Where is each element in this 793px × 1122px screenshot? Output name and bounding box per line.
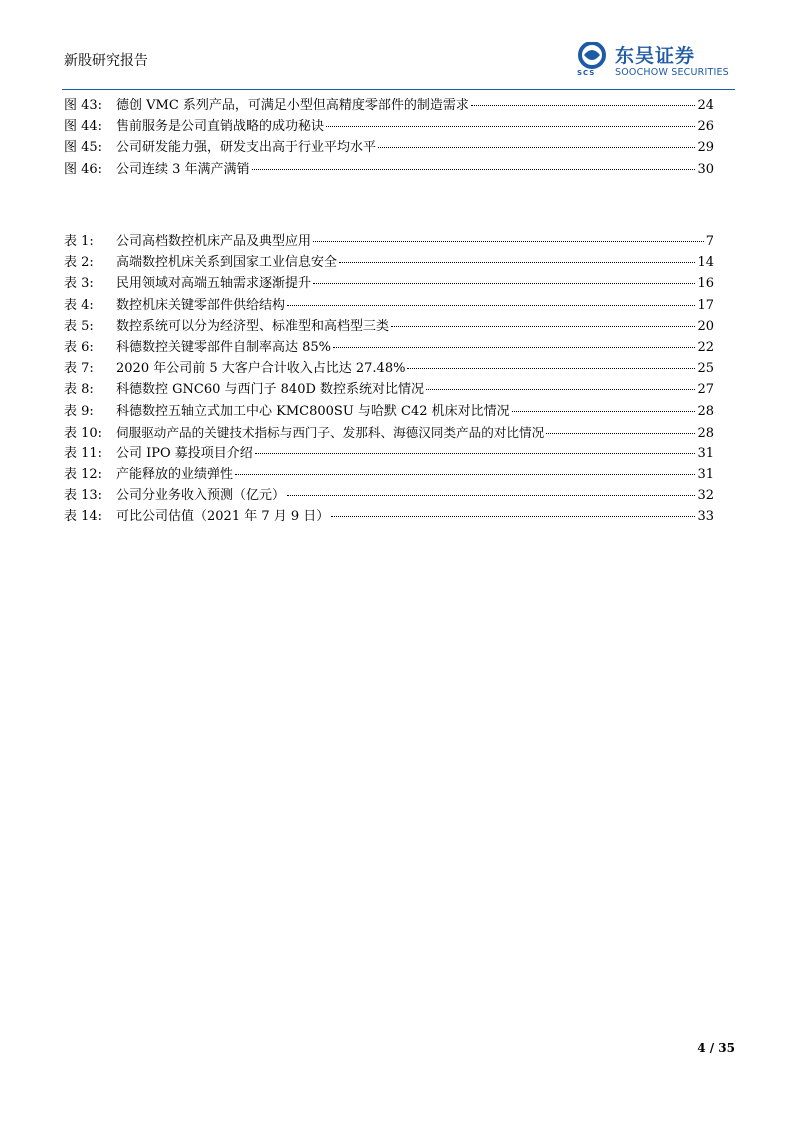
page-number: 4 / 35	[697, 1041, 735, 1055]
toc-entry-table-10[interactable]	[64, 422, 714, 443]
toc-entry-page: 28	[697, 425, 714, 441]
toc-entry-table-4[interactable]	[64, 295, 714, 316]
logo-abbreviation: SCS	[577, 69, 596, 77]
logo-english-name: SOOCHOW SECURITIES	[615, 67, 729, 78]
toc-entry-page: 7	[705, 234, 714, 249]
toc-entry-label: 表 14:	[64, 509, 103, 525]
toc-entry-table-7[interactable]	[64, 358, 714, 379]
toc-entry-label: 表 4:	[64, 297, 94, 313]
toc-entry-label: 表 8:	[64, 382, 94, 398]
dot-leader	[391, 326, 695, 327]
toc-entry-title: 科德数控 GNC60 与西门子 840D 数控系统对比情况	[116, 382, 425, 398]
dot-leader	[313, 241, 704, 242]
dot-leader	[252, 169, 696, 170]
toc-entry-page: 26	[697, 119, 714, 135]
toc-entry-label: 表 3:	[64, 276, 94, 292]
dot-leader	[378, 147, 695, 148]
toc-entry-table-8[interactable]	[64, 379, 714, 400]
dot-leader	[287, 495, 695, 496]
toc-entry-table-13[interactable]	[64, 485, 714, 506]
toc-entry-title: 数控机床关键零部件供给结构	[116, 297, 286, 313]
toc-entry-label: 表 12:	[64, 467, 103, 483]
figure-list	[64, 95, 714, 180]
toc-entry-label: 图 44:	[64, 119, 103, 135]
toc-entry-label: 图 43:	[64, 98, 103, 113]
dot-leader	[255, 453, 696, 454]
dot-leader	[471, 105, 696, 106]
toc-entry-page: 24	[697, 98, 714, 113]
dot-leader	[546, 433, 695, 434]
toc-entry-page: 25	[697, 361, 714, 377]
toc-entry-title: 数控系统可以分为经济型、标准型和高档型三类	[116, 318, 390, 334]
toc-entry-page: 17	[697, 297, 714, 313]
toc-entry-title: 公司研发能力强，研发支出高于行业平均水平	[116, 140, 377, 156]
toc-entry-title: 民用领域对高端五轴需求逐渐提升	[116, 276, 312, 292]
toc-entry-page: 14	[697, 255, 714, 271]
toc-entry-page: 20	[697, 318, 714, 334]
dot-leader	[512, 411, 696, 412]
dot-leader	[326, 126, 695, 127]
page-header	[62, 40, 735, 90]
toc-entry-table-14[interactable]	[64, 506, 714, 527]
dot-leader	[339, 262, 695, 263]
toc-entry-page: 28	[697, 403, 714, 419]
toc-entry-label: 表 5:	[64, 318, 94, 334]
dot-leader	[235, 474, 695, 475]
toc-entry-label: 表 7:	[64, 361, 94, 377]
dot-leader	[407, 368, 695, 369]
toc-entry-table-1[interactable]	[64, 231, 714, 252]
report-type-title: 新股研究报告	[64, 53, 148, 69]
toc-entry-label: 表 10:	[64, 425, 103, 441]
dot-leader	[331, 516, 695, 517]
toc-entry-page: 27	[697, 382, 714, 398]
toc-entry-label: 表 11:	[64, 445, 103, 461]
toc-entry-table-11[interactable]	[64, 443, 714, 464]
toc-entry-title: 高端数控机床关系到国家工业信息安全	[116, 255, 338, 271]
logo-chinese-name: 东吴证券	[615, 45, 696, 67]
dot-leader	[333, 347, 695, 348]
toc-entry-label: 表 13:	[64, 488, 103, 504]
toc-entry-title: 公司连续 3 年满产满销	[116, 161, 250, 177]
toc-entry-figure-44[interactable]	[64, 116, 714, 137]
header-divider	[62, 89, 735, 91]
dot-leader	[313, 283, 695, 284]
toc-entry-title: 公司 IPO 募投项目介绍	[116, 445, 253, 461]
toc-entry-title: 2020 年公司前 5 大客户合计收入占比达 27.48%	[116, 361, 406, 377]
toc-entry-title: 公司高档数控机床产品及典型应用	[116, 234, 312, 249]
table-list	[64, 231, 714, 528]
toc-entry-table-5[interactable]	[64, 316, 714, 337]
toc-entry-title: 伺服驱动产品的关键技术指标与西门子、发那科、海德汉同类产品的对比情况	[116, 424, 545, 440]
toc-entry-title: 科德数控关键零部件自制率高达 85%	[116, 339, 332, 355]
toc-entry-label: 表 9:	[64, 403, 94, 419]
toc-entry-label: 表 6:	[64, 339, 94, 355]
toc-entry-page: 16	[697, 276, 714, 292]
dot-leader	[287, 305, 695, 306]
dot-leader	[426, 389, 695, 390]
brand-logo	[575, 40, 735, 82]
toc-entry-page: 32	[697, 488, 714, 504]
toc-entry-table-9[interactable]	[64, 401, 714, 422]
toc-entry-page: 30	[697, 161, 714, 177]
toc-entry-page: 29	[697, 140, 714, 156]
toc-entry-figure-46[interactable]	[64, 159, 714, 180]
toc-entry-table-12[interactable]	[64, 464, 714, 485]
toc-entry-page: 22	[697, 339, 714, 355]
toc-entry-title: 科德数控五轴立式加工中心 KMC800SU 与哈默 C42 机床对比情况	[116, 403, 510, 419]
toc-entry-figure-45[interactable]	[64, 137, 714, 158]
toc-entry-title: 可比公司估值（2021 年 7 月 9 日）	[116, 509, 330, 525]
toc-entry-table-2[interactable]	[64, 252, 714, 273]
toc-entry-title: 德创 VMC 系列产品，可满足小型但高精度零部件的制造需求	[116, 98, 469, 113]
toc-entry-page: 31	[697, 445, 714, 461]
toc-entry-page: 31	[697, 467, 714, 483]
toc-entry-label: 图 45:	[64, 140, 103, 156]
toc-entry-label: 表 1:	[64, 234, 94, 249]
toc-entry-figure-43[interactable]	[64, 95, 714, 116]
toc-entry-table-6[interactable]	[64, 337, 714, 358]
toc-entry-label: 图 46:	[64, 161, 103, 177]
toc-entry-table-3[interactable]	[64, 273, 714, 294]
toc-entry-label: 表 2:	[64, 255, 94, 271]
toc-entry-title: 售前服务是公司直销战略的成功秘诀	[116, 119, 325, 135]
toc-entry-title: 产能释放的业绩弹性	[116, 467, 234, 483]
toc-entry-page: 33	[697, 509, 714, 525]
toc-entry-title: 公司分业务收入预测（亿元）	[116, 488, 286, 504]
